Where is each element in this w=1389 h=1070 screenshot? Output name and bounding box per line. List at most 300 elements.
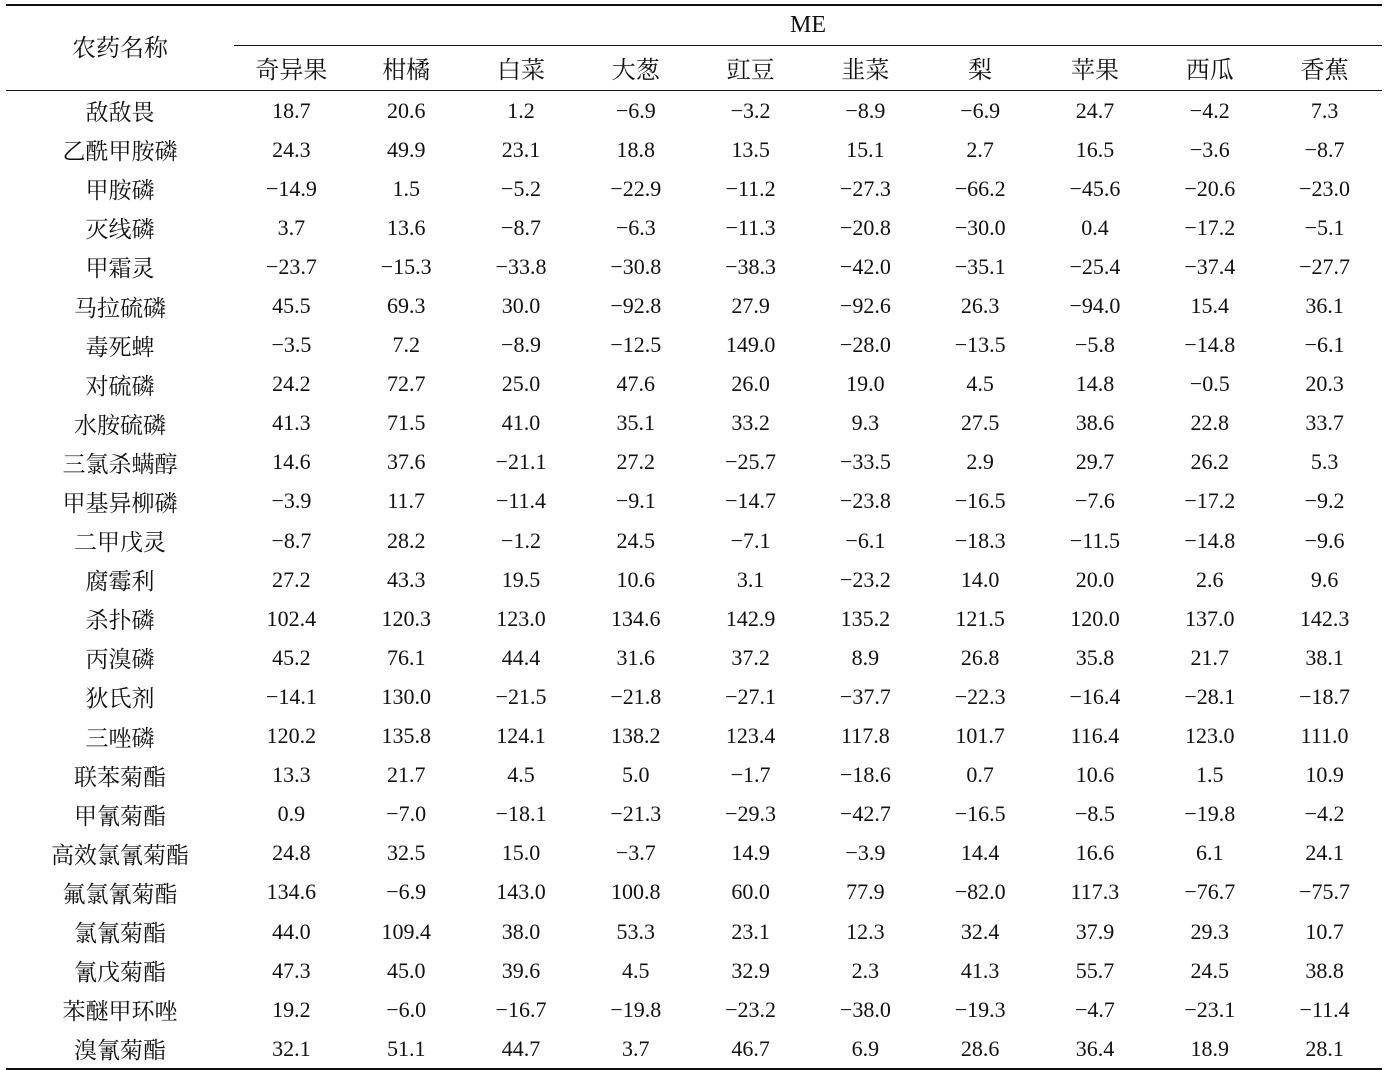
me-value-cell: 5.0 <box>622 762 650 788</box>
pesticide-name-cell: 甲胺磷 <box>85 178 155 205</box>
me-value-cell: −19.3 <box>954 996 1006 1022</box>
me-value-cell: −22.9 <box>610 175 662 201</box>
pesticide-name-header: 农药名称 <box>6 5 234 91</box>
me-value-cell: 24.5 <box>1190 957 1230 983</box>
me-value-cell: 24.2 <box>272 371 311 397</box>
me-value-cell: −33.8 <box>495 253 547 279</box>
me-value-cell: −3.7 <box>615 840 656 866</box>
me-value-cell: 143.0 <box>496 879 546 905</box>
pesticide-name-cell: 甲氰菊酯 <box>74 803 166 830</box>
table-row <box>6 560 1382 599</box>
me-value-cell: 27.9 <box>731 293 770 319</box>
me-value-cell: −14.8 <box>1184 527 1236 553</box>
me-value-cell: −20.8 <box>839 214 891 240</box>
me-value-cell: −3.9 <box>845 840 886 866</box>
me-value-cell: 44.4 <box>501 644 541 670</box>
table-row <box>6 443 1382 482</box>
me-value-cell: 38.0 <box>501 918 541 944</box>
me-value-cell: 19.5 <box>501 566 541 592</box>
me-value-cell: 60.0 <box>731 879 770 905</box>
me-value-cell: −9.2 <box>1304 488 1345 514</box>
me-value-cell: −37.4 <box>1184 253 1236 279</box>
table-row <box>6 834 1382 873</box>
pesticide-name-cell: 三唑磷 <box>85 725 155 752</box>
me-value-cell: 26.8 <box>960 644 1000 670</box>
me-value-cell: 4.5 <box>622 957 650 983</box>
me-value-cell: 134.6 <box>266 879 317 905</box>
me-value-cell: −9.1 <box>615 488 656 514</box>
me-value-cell: 138.2 <box>611 723 661 749</box>
me-value-cell: −42.7 <box>839 801 891 827</box>
me-value-cell: −21.1 <box>495 449 547 475</box>
me-value-cell: 45.5 <box>272 293 311 319</box>
me-value-cell: 36.1 <box>1305 293 1344 319</box>
pesticide-name-cell: 马拉硫磷 <box>74 295 166 322</box>
me-value-cell: 10.6 <box>1075 762 1115 788</box>
column-header: 韭菜 <box>808 45 923 90</box>
me-value-cell: −15.3 <box>380 253 432 279</box>
me-value-cell: −75.7 <box>1299 879 1351 905</box>
me-value-cell: −3.5 <box>271 332 312 358</box>
me-value-cell: 24.7 <box>1075 97 1115 123</box>
me-value-cell: 26.3 <box>960 293 1000 319</box>
pesticide-name-cell: 高效氯氰菊酯 <box>51 842 189 869</box>
me-value-cell: −25.4 <box>1069 253 1121 279</box>
me-value-cell: −14.9 <box>265 175 317 201</box>
table-row <box>6 873 1382 912</box>
me-value-cell: 14.0 <box>960 566 1000 592</box>
me-value-cell: −35.1 <box>954 253 1006 279</box>
me-value-cell: 20.6 <box>386 97 426 123</box>
me-value-cell: 4.5 <box>507 762 535 788</box>
me-value-cell: 10.7 <box>1305 918 1344 944</box>
me-value-cell: −14.7 <box>725 488 777 514</box>
me-value-cell: 16.6 <box>1075 840 1115 866</box>
me-value-cell: 24.8 <box>272 840 311 866</box>
me-value-cell: −45.6 <box>1069 175 1121 201</box>
me-value-cell: −76.7 <box>1184 879 1236 905</box>
me-value-cell: −30.0 <box>954 214 1006 240</box>
me-value-cell: −3.9 <box>271 488 312 514</box>
me-value-cell: 13.5 <box>731 136 770 162</box>
me-value-cell: 53.3 <box>616 918 656 944</box>
me-value-cell: −17.2 <box>1184 214 1236 240</box>
me-value-cell: −27.7 <box>1299 253 1351 279</box>
me-value-cell: 27.5 <box>960 410 1000 436</box>
me-value-cell: −6.9 <box>615 97 656 123</box>
pesticide-name-cell: 对硫磷 <box>85 373 155 400</box>
me-value-cell: 120.0 <box>1070 605 1120 631</box>
me-value-cell: 5.3 <box>1310 449 1339 475</box>
me-value-cell: −8.7 <box>1304 136 1345 162</box>
me-value-cell: −11.4 <box>495 488 547 514</box>
me-value-cell: 28.6 <box>923 1029 1038 1069</box>
me-value-cell: 4.5 <box>966 371 994 397</box>
me-value-cell: 111.0 <box>1300 723 1349 749</box>
me-value-cell: −0.5 <box>1189 371 1230 397</box>
me-value-cell: 1.2 <box>507 97 535 123</box>
column-header: 奇异果 <box>234 45 349 90</box>
me-value-cell: −7.6 <box>1075 488 1115 514</box>
table-row <box>6 951 1382 990</box>
table-row <box>6 990 1382 1029</box>
me-value-cell: −8.5 <box>1075 801 1115 827</box>
me-value-cell: 41.3 <box>960 957 1000 983</box>
me-value-cell: −28.0 <box>839 332 891 358</box>
me-value-cell: 29.7 <box>1075 449 1115 475</box>
table-header <box>6 5 1382 91</box>
me-value-cell: −92.8 <box>610 293 662 319</box>
me-value-cell: 49.9 <box>386 136 426 162</box>
me-value-cell: 120.3 <box>381 605 431 631</box>
me-value-cell: −92.6 <box>839 293 891 319</box>
me-value-cell: −38.0 <box>839 996 891 1022</box>
me-value-cell: −21.5 <box>495 683 547 709</box>
pesticide-name-cell: 联苯菊酯 <box>74 764 166 791</box>
table-row <box>6 208 1382 247</box>
me-value-cell: −14.1 <box>265 683 317 709</box>
me-value-cell: −3.6 <box>1189 136 1230 162</box>
me-value-cell: −9.6 <box>1304 527 1345 553</box>
me-value-cell: 6.1 <box>1196 840 1224 866</box>
me-value-cell: 29.3 <box>1190 918 1230 944</box>
me-value-cell: −5.1 <box>1304 214 1345 240</box>
me-value-cell: −6.9 <box>386 879 427 905</box>
me-value-cell: −18.1 <box>495 801 547 827</box>
me-value-cell: 25.0 <box>501 371 541 397</box>
me-value-cell: −16.5 <box>954 488 1006 514</box>
table-row <box>6 365 1382 404</box>
me-value-cell: −4.7 <box>1075 996 1115 1022</box>
me-value-cell: 19.0 <box>846 371 885 397</box>
me-value-cell: −66.2 <box>954 175 1006 201</box>
me-value-cell: 3.7 <box>277 214 306 240</box>
me-value-cell: 31.6 <box>616 644 656 670</box>
pesticide-name-cell: 狄氏剂 <box>85 686 155 713</box>
me-value-cell: 1.5 <box>392 175 420 201</box>
column-header: 西瓜 <box>1152 45 1267 90</box>
column-header: 香蕉 <box>1267 45 1382 90</box>
column-header: 白菜 <box>464 45 579 90</box>
me-value-cell: 14.8 <box>1075 371 1115 397</box>
table-row <box>6 286 1382 325</box>
me-value-cell: 38.6 <box>1075 410 1115 436</box>
me-value-cell: 135.2 <box>840 605 891 631</box>
me-value-cell: 123.0 <box>496 605 546 631</box>
pesticide-name-cell: 水胺硫磷 <box>74 412 166 439</box>
me-value-cell: 47.3 <box>272 957 311 983</box>
me-value-cell: −11.5 <box>1069 527 1121 553</box>
me-value-cell: −17.2 <box>1184 488 1236 514</box>
me-value-cell: −16.7 <box>495 996 547 1022</box>
me-value-cell: 109.4 <box>381 918 431 944</box>
me-value-cell: 2.7 <box>966 136 994 162</box>
me-value-cell: 72.7 <box>386 371 426 397</box>
me-value-cell: −23.1 <box>1184 996 1236 1022</box>
me-value-cell: 41.3 <box>272 410 311 436</box>
me-value-cell: 23.1 <box>501 136 541 162</box>
me-value-cell: −21.8 <box>610 683 662 709</box>
me-value-cell: −18.7 <box>1299 683 1351 709</box>
me-value-cell: 15.4 <box>1190 293 1230 319</box>
me-value-cell: 21.7 <box>1190 644 1230 670</box>
me-value-cell: 18.7 <box>272 97 311 123</box>
me-value-cell: 117.8 <box>841 723 890 749</box>
table-row <box>6 912 1382 951</box>
table-row <box>6 795 1382 834</box>
me-value-cell: −21.3 <box>610 801 662 827</box>
me-value-cell: 14.9 <box>731 840 770 866</box>
me-value-cell: 24.1 <box>1305 840 1344 866</box>
me-value-cell: −37.7 <box>839 683 891 709</box>
me-value-cell: −42.0 <box>839 253 891 279</box>
me-value-cell: 14.6 <box>272 449 311 475</box>
me-value-cell: 21.7 <box>386 762 426 788</box>
me-value-cell: −25.7 <box>725 449 777 475</box>
me-value-cell: 8.9 <box>851 644 880 670</box>
me-value-cell: −11.4 <box>1299 996 1350 1022</box>
me-value-cell: 3.7 <box>578 1029 693 1069</box>
me-value-cell: −11.3 <box>725 214 776 240</box>
me-value-cell: 16.5 <box>1075 136 1115 162</box>
pesticide-name-cell: 敌敌畏 <box>85 100 155 127</box>
me-value-cell: 15.1 <box>846 136 885 162</box>
me-value-cell: −18.6 <box>839 762 891 788</box>
me-value-cell: 11.7 <box>387 488 426 514</box>
me-value-cell: 142.9 <box>725 605 776 631</box>
me-value-cell: 39.6 <box>501 957 541 983</box>
me-value-cell: 20.0 <box>1075 566 1115 592</box>
pesticide-name-cell: 甲基异柳磷 <box>62 490 178 517</box>
me-value-cell: −5.2 <box>501 175 541 201</box>
me-value-cell: 117.3 <box>1070 879 1120 905</box>
me-value-cell: 45.0 <box>386 957 426 983</box>
me-value-cell: 130.0 <box>381 683 431 709</box>
table-row <box>6 756 1382 795</box>
me-value-cell: 18.9 <box>1152 1029 1267 1069</box>
me-value-cell: 6.9 <box>808 1029 923 1069</box>
me-value-cell: −11.2 <box>725 175 776 201</box>
me-value-cell: −94.0 <box>1069 293 1121 319</box>
me-value-cell: 142.3 <box>1299 605 1350 631</box>
me-value-cell: −1.7 <box>730 762 771 788</box>
me-value-cell: 27.2 <box>616 449 656 475</box>
me-value-cell: −23.2 <box>839 566 891 592</box>
me-value-cell: 26.2 <box>1190 449 1230 475</box>
me-value-cell: −6.1 <box>845 527 886 553</box>
table-row <box>6 638 1382 677</box>
me-value-cell: 124.1 <box>496 723 546 749</box>
me-value-cell: −23.8 <box>839 488 891 514</box>
me-value-cell: 32.4 <box>960 918 1000 944</box>
me-value-cell: 32.5 <box>386 840 426 866</box>
me-value-cell: 24.3 <box>272 136 311 162</box>
me-value-cell: −30.8 <box>610 253 662 279</box>
me-value-cell: −7.0 <box>386 801 427 827</box>
me-value-cell: 10.6 <box>616 566 656 592</box>
table-row <box>6 717 1382 756</box>
me-value-cell: 46.7 <box>693 1029 808 1069</box>
me-value-cell: 121.5 <box>955 605 1005 631</box>
me-value-cell: 2.3 <box>851 957 880 983</box>
me-value-cell: 134.6 <box>611 605 661 631</box>
me-value-cell: 1.5 <box>1196 762 1224 788</box>
me-value-cell: 44.7 <box>464 1029 579 1069</box>
table-row <box>6 677 1382 716</box>
me-value-cell: −29.3 <box>725 801 777 827</box>
pesticide-name-cell: 氰戊菊酯 <box>74 960 166 987</box>
column-header: 苹果 <box>1038 45 1153 90</box>
pesticide-name-cell: 杀扑磷 <box>85 608 155 635</box>
me-value-cell: 44.0 <box>272 918 311 944</box>
me-value-cell: −20.6 <box>1184 175 1236 201</box>
me-value-cell: 3.1 <box>736 566 765 592</box>
table-body <box>6 91 1382 1070</box>
me-value-cell: 0.7 <box>966 762 994 788</box>
me-value-cell: −8.7 <box>501 214 541 240</box>
me-table-container <box>6 4 1382 1070</box>
me-value-cell: 35.1 <box>616 410 656 436</box>
me-value-cell: 10.9 <box>1305 762 1344 788</box>
me-value-cell: −28.1 <box>1184 683 1236 709</box>
me-value-cell: −23.0 <box>1299 175 1351 201</box>
me-value-cell: 7.3 <box>1310 97 1339 123</box>
me-value-cell: 33.7 <box>1305 410 1344 436</box>
me-value-cell: 32.1 <box>234 1029 349 1069</box>
table-row <box>6 326 1382 365</box>
me-value-cell: 0.9 <box>277 801 306 827</box>
me-value-cell: −8.7 <box>271 527 312 553</box>
pesticide-name-cell: 溴氰菊酯 <box>6 1029 234 1069</box>
me-value-cell: −82.0 <box>954 879 1006 905</box>
me-value-cell: −6.9 <box>960 97 1001 123</box>
me-value-cell: 13.3 <box>272 762 311 788</box>
me-value-cell: 51.1 <box>349 1029 464 1069</box>
me-value-cell: 69.3 <box>386 293 426 319</box>
me-value-cell: −23.2 <box>725 996 777 1022</box>
me-value-cell: −1.2 <box>501 527 541 553</box>
pesticide-name-cell: 氯氰菊酯 <box>74 921 166 948</box>
me-value-cell: 20.3 <box>1305 371 1344 397</box>
me-value-cell: 37.6 <box>386 449 426 475</box>
me-value-cell: −38.3 <box>725 253 777 279</box>
pesticide-name-cell: 灭线磷 <box>85 217 155 244</box>
me-value-cell: 116.4 <box>1070 723 1120 749</box>
me-value-cell: 12.3 <box>846 918 885 944</box>
table-row <box>6 599 1382 638</box>
me-value-cell: −8.9 <box>501 332 541 358</box>
me-value-cell: −8.9 <box>845 97 886 123</box>
me-value-cell: 101.7 <box>955 723 1005 749</box>
me-value-cell: 43.3 <box>386 566 426 592</box>
me-value-cell: 19.2 <box>272 996 311 1022</box>
me-value-cell: 26.0 <box>731 371 770 397</box>
pesticide-name-cell: 氟氯氰菊酯 <box>62 881 178 908</box>
pesticide-name-cell: 三氯杀螨醇 <box>62 451 178 478</box>
me-value-cell: 77.9 <box>846 879 885 905</box>
me-value-cell: −3.2 <box>730 97 771 123</box>
pesticide-name-cell: 丙溴磷 <box>85 647 155 674</box>
me-value-cell: 15.0 <box>501 840 541 866</box>
me-value-cell: 100.8 <box>611 879 661 905</box>
me-value-cell: −19.8 <box>610 996 662 1022</box>
me-value-cell: 71.5 <box>386 410 426 436</box>
table-row <box>6 169 1382 208</box>
pesticide-name-cell: 二甲戊灵 <box>74 530 166 557</box>
me-value-cell: 14.4 <box>960 840 1000 866</box>
me-value-cell: 36.4 <box>1038 1029 1153 1069</box>
me-value-cell: 37.9 <box>1075 918 1115 944</box>
me-value-cell: 30.0 <box>501 293 541 319</box>
column-header: 豇豆 <box>693 45 808 90</box>
column-header: 梨 <box>923 45 1038 90</box>
me-value-cell: −5.8 <box>1075 332 1115 358</box>
me-value-cell: 24.5 <box>616 527 656 553</box>
me-value-cell: −16.4 <box>1069 683 1121 709</box>
pesticide-name-cell: 苯醚甲环唑 <box>62 999 178 1026</box>
me-value-cell: 102.4 <box>266 605 317 631</box>
me-value-cell: 123.4 <box>725 723 776 749</box>
table-row <box>6 130 1382 169</box>
me-value-cell: 55.7 <box>1075 957 1115 983</box>
me-value-cell: −4.2 <box>1304 801 1345 827</box>
pesticide-me-table <box>6 4 1382 1070</box>
me-value-cell: −27.1 <box>725 683 777 709</box>
me-value-cell: −19.8 <box>1184 801 1236 827</box>
me-value-cell: 27.2 <box>272 566 311 592</box>
me-value-cell: 76.1 <box>386 644 426 670</box>
me-value-cell: −23.7 <box>265 253 317 279</box>
me-value-cell: 41.0 <box>501 410 541 436</box>
pesticide-name-cell: 甲霜灵 <box>85 256 155 283</box>
me-value-cell: 28.2 <box>386 527 426 553</box>
pesticide-name-cell: 毒死蜱 <box>85 334 155 361</box>
me-value-cell: 35.8 <box>1075 644 1115 670</box>
table-row <box>6 482 1382 521</box>
me-value-cell: 2.9 <box>966 449 994 475</box>
column-header: 柑橘 <box>349 45 464 90</box>
me-value-cell: 135.8 <box>381 723 431 749</box>
me-value-cell: −18.3 <box>954 527 1006 553</box>
table-row <box>6 247 1382 286</box>
me-value-cell: 38.1 <box>1305 644 1344 670</box>
me-value-cell: −22.3 <box>954 683 1006 709</box>
me-value-cell: −16.5 <box>954 801 1006 827</box>
me-value-cell: 13.6 <box>386 214 426 240</box>
me-value-cell: −27.3 <box>839 175 891 201</box>
me-value-cell: 137.0 <box>1185 605 1235 631</box>
me-value-cell: 149.0 <box>725 332 776 358</box>
table-row <box>6 404 1382 443</box>
me-value-cell: −12.5 <box>610 332 662 358</box>
me-value-cell: −6.0 <box>386 996 427 1022</box>
me-value-cell: 7.2 <box>392 332 420 358</box>
me-value-cell: −4.2 <box>1189 97 1230 123</box>
me-value-cell: −6.1 <box>1304 332 1345 358</box>
me-value-cell: 9.6 <box>1310 566 1339 592</box>
table-row <box>6 521 1382 560</box>
table-row <box>6 91 1382 131</box>
me-value-cell: 38.8 <box>1305 957 1344 983</box>
me-value-cell: 28.1 <box>1267 1029 1382 1069</box>
me-value-cell: 18.8 <box>616 136 656 162</box>
me-value-cell: 123.0 <box>1185 723 1235 749</box>
me-value-cell: 23.1 <box>731 918 770 944</box>
me-value-cell: 47.6 <box>616 371 656 397</box>
me-value-cell: −14.8 <box>1184 332 1236 358</box>
me-value-cell: 22.8 <box>1190 410 1230 436</box>
column-header: 大葱 <box>578 45 693 90</box>
